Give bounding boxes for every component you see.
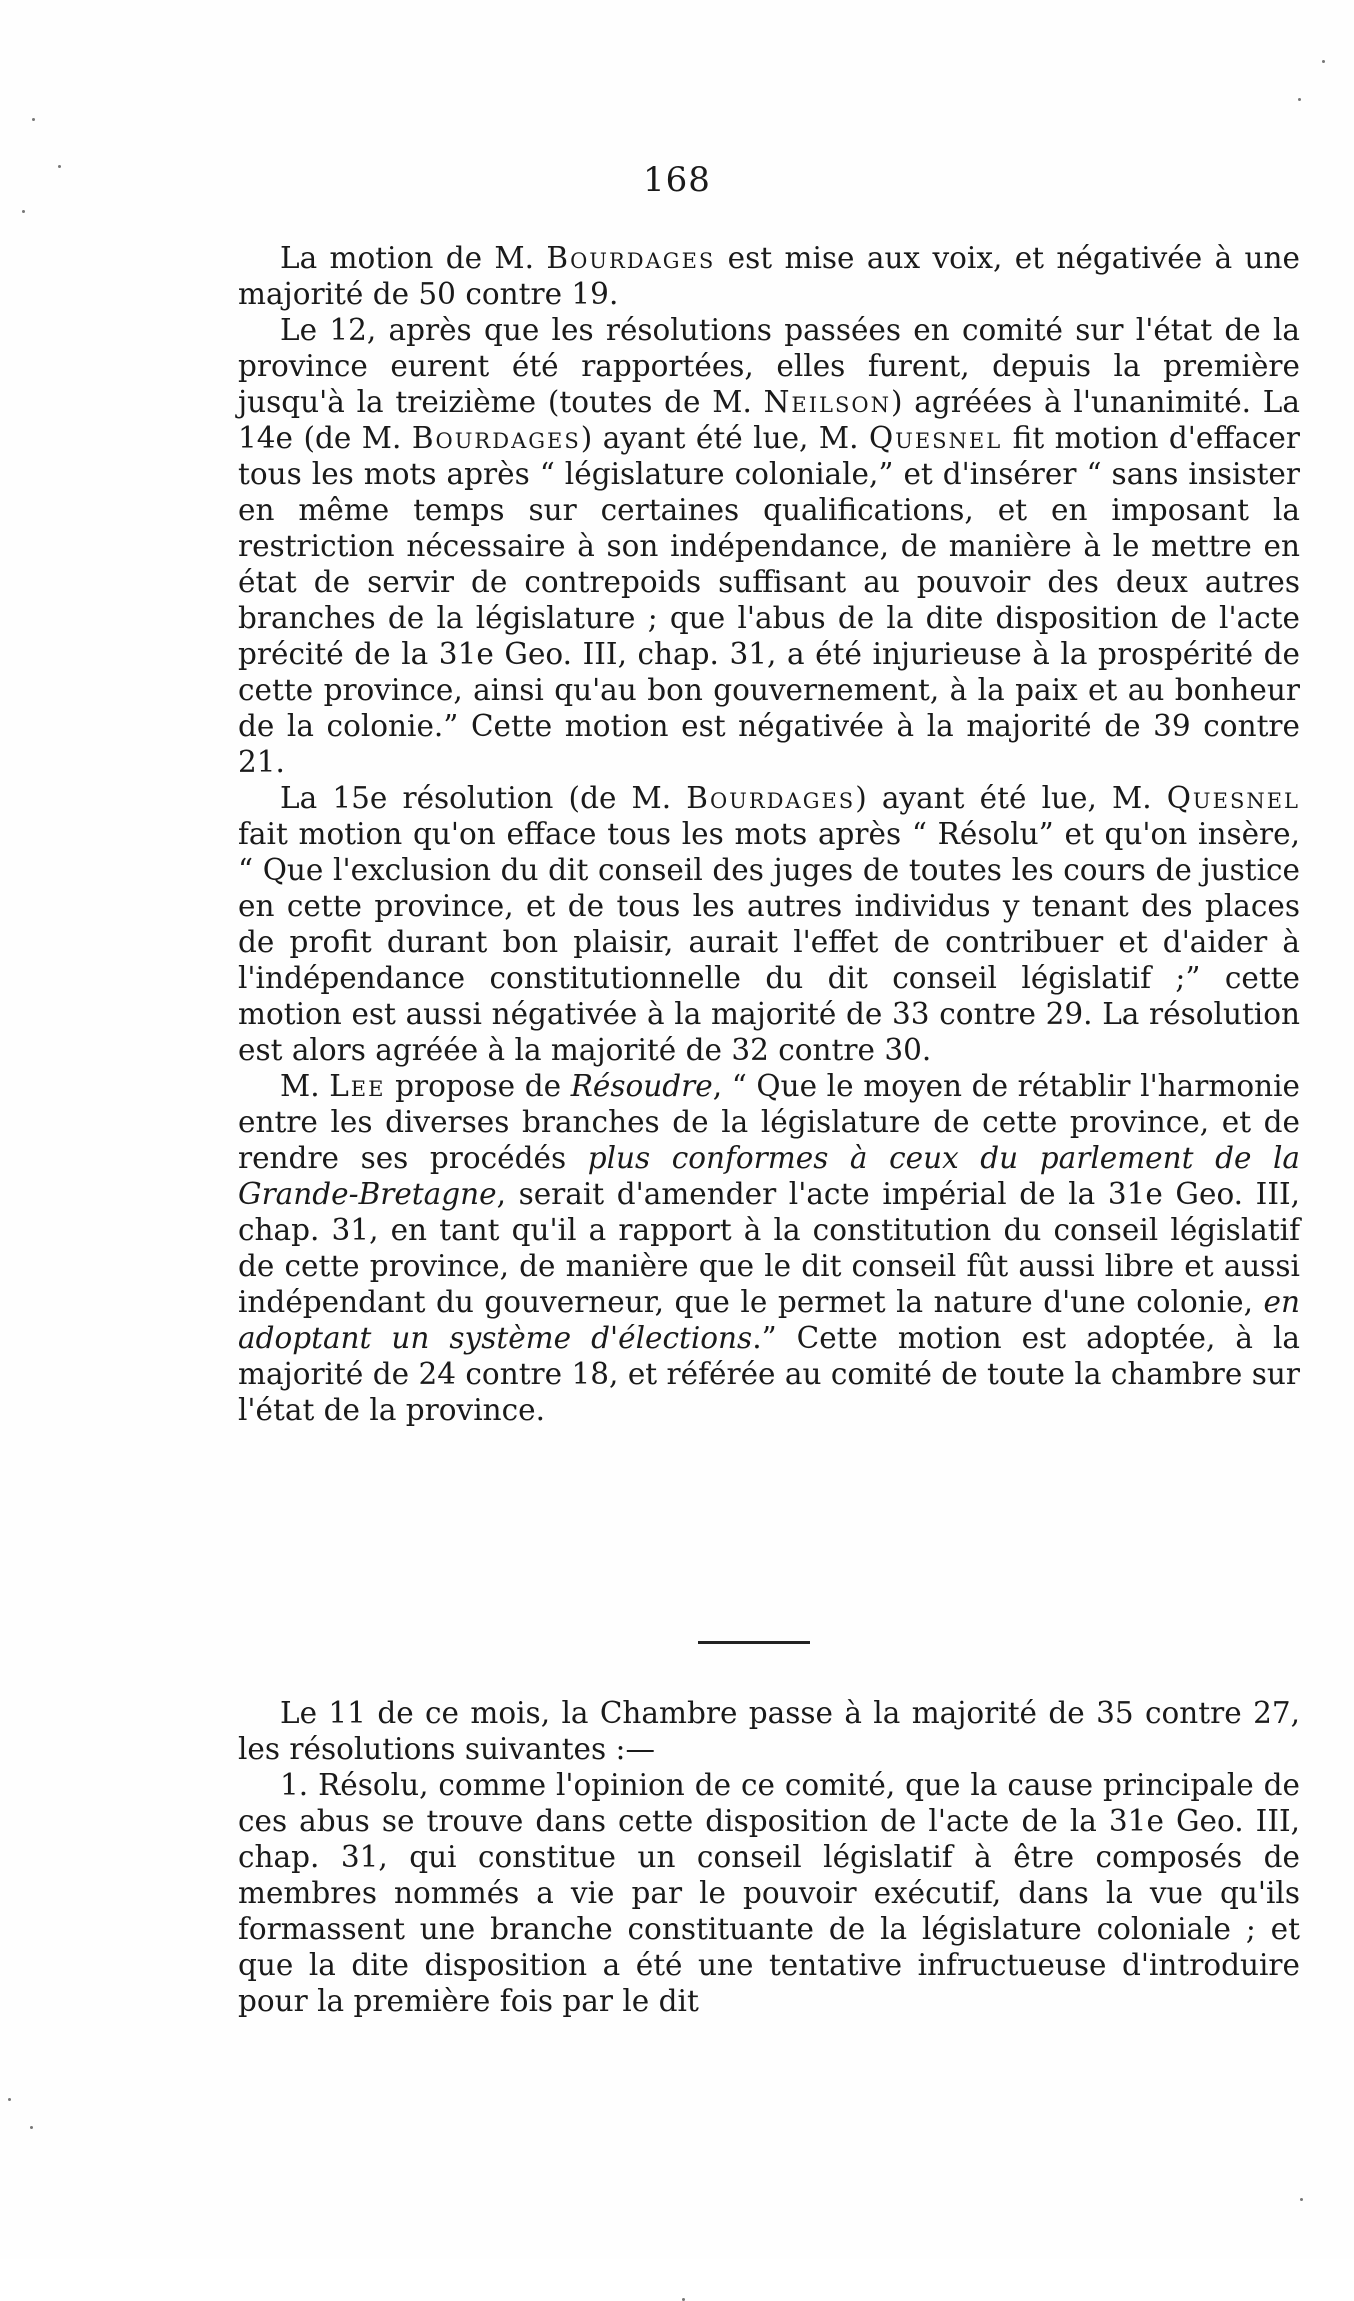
scan-speck <box>32 118 35 121</box>
paragraph-motion-bourdages <box>238 240 1300 312</box>
scan-speck <box>22 210 25 213</box>
text-segment: Le 12, après que les résolutions passées en comité sur l'état de la province eurent été rapportées, elles furent, depuis la première jusqu'à la treizième (toutes de M. <box>238 313 1300 419</box>
text-segment: 1. Résolu, comme l'opinion de ce comité, que la cause principale de ces abus se trouve dans cette disposition de l'acte de la 31e Geo. III, chap. 31, qui constitue un conseil législatif à être composés de membres nommés a vie par le pouvoir exécutif, dans la vue qu'ils formassent une branche constituante de la législature coloniale ; et que la dite disposition a été une tentative infructueuse d'introduire pour la première fois par le dit <box>238 1768 1300 2018</box>
name-smallcaps: Bourdages <box>546 241 716 275</box>
section-divider <box>698 1641 810 1644</box>
text-segment: La 15e résolution (de M. <box>280 781 687 815</box>
text-segment: fait motion qu'on efface tous les mots après “ Résolu” et qu'on insère, “ Que l'exclusion du dit conseil des juges de toutes les cours de justice en cette province, et de tous les autres individus y tenant des places de profit durant bon plaisir, aurait l'effet de contribuer et d'aider à l'indépendance constitutionnelle du dit conseil législatif ;” cette motion est aussi négativée à la majorité de 33 contre 29. La résolution est alors agréée à la majorité de 32 contre 30. <box>238 817 1300 1067</box>
text-segment: ) ayant été lue, M. <box>855 781 1167 815</box>
text-segment: M. <box>280 1069 330 1103</box>
text-segment: .” Cette motion est adoptée, à la majorité de 24 contre 18, et référée au comité de toute la chambre sur l'état de la province. <box>238 1321 1300 1427</box>
text-segment: , “ Que le moyen de rétablir l'harmonie entre les diverses branches de la législature de cette province, et de rendre ses procédés <box>238 1069 1300 1175</box>
paragraph-motion-lee <box>238 1068 1300 1428</box>
scan-speck <box>58 165 61 168</box>
text-segment: propose de <box>385 1069 571 1103</box>
name-smallcaps: Lee <box>329 1069 386 1103</box>
italic-text: en adoptant un système d'élections <box>238 1285 1300 1355</box>
text-segment: La motion de M. <box>280 241 547 275</box>
paragraph-resolution-1 <box>238 1767 1300 2019</box>
name-smallcaps: Bourdages <box>686 781 856 815</box>
text-segment: , serait d'amender l'acte impérial de la 31e Geo. III, chap. 31, en tant qu'il a rapport à la constitution du conseil législatif de cette province, de manière que le dit conseil fût aussi libre et aussi indépendant du gouverneur, que le permet la nature d'une colonie, <box>238 1177 1300 1319</box>
name-smallcaps: Neilson <box>763 385 891 419</box>
italic-text: plus conformes à ceux du parlement de la Grande-Bretagne <box>238 1141 1301 1211</box>
scan-speck <box>1300 2198 1303 2201</box>
text-segment: est mise aux voix, et négativée à une majorité de 50 contre 19. <box>238 241 1300 311</box>
scan-speck <box>30 2126 33 2129</box>
text-block-top <box>238 240 1300 1428</box>
name-smallcaps: Quesnel <box>1166 781 1300 815</box>
paragraph-resolution-15 <box>238 780 1300 1068</box>
name-smallcaps: Quesnel <box>868 421 1003 455</box>
text-block-bottom <box>238 1695 1300 2019</box>
scan-speck <box>1322 60 1325 63</box>
italic-text: Résoudre <box>570 1069 713 1103</box>
text-segment: ) agréées à l'unanimité. La 14e (de M. <box>238 385 1300 455</box>
name-smallcaps: Bourdages <box>411 421 581 455</box>
text-segment: ) ayant été lue, M. <box>580 421 869 455</box>
paragraph-resolutions-12 <box>238 312 1300 780</box>
paragraph-vote-11 <box>238 1695 1300 1767</box>
scan-speck <box>8 2098 11 2101</box>
page-number: 168 <box>643 160 711 200</box>
text-segment: Le 11 de ce mois, la Chambre passe à la majorité de 35 contre 27, les résolutions suivantes :— <box>238 1696 1300 1766</box>
text-segment: fit motion d'effacer tous les mots après “ législature coloniale,” et d'insérer “ sans insister en même temps sur certaines qualifications, et en imposant la restriction nécessaire à son indépendance, de manière à le mettre en état de servir de contrepoids suffisant au pouvoir des deux autres branches de la législature ; que l'abus de la dite disposition de l'acte précité de la 31e Geo. III, chap. 31, a été injurieuse à la prospérité de cette province, ainsi qu'au bon gouvernement, à la paix et au bonheur de la colonie.” Cette motion est négativée à la majorité de 39 contre 21. <box>238 421 1300 779</box>
scan-speck <box>1298 98 1301 101</box>
